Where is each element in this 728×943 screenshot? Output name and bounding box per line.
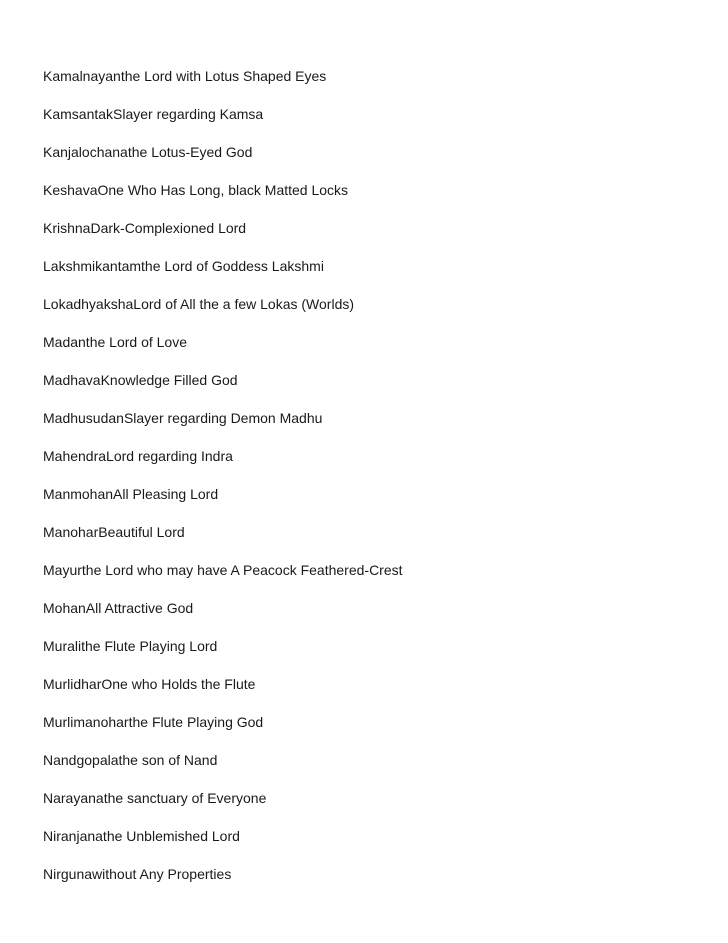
list-item: Mayurthe Lord who may have A Peacock Feathered-Crest (43, 562, 403, 578)
list-item: Nirgunawithout Any Properties (43, 866, 232, 882)
list-item: Niranjanathe Unblemished Lord (43, 828, 240, 844)
list-item: KamsantakSlayer regarding Kamsa (43, 106, 264, 122)
list-item: MohanAll Attractive God (43, 600, 194, 616)
list-item: LokadhyakshaLord of All the a few Lokas (Worlds) (43, 296, 355, 312)
list-item: KeshavaOne Who Has Long, black Matted Locks (43, 182, 349, 198)
list-item: Muralithe Flute Playing Lord (43, 638, 218, 654)
list-item: KrishnaDark-Complexioned Lord (43, 220, 247, 236)
list-item: Nandgopalathe son of Nand (43, 752, 218, 768)
list-item: MahendraLord regarding Indra (43, 448, 233, 464)
list-item: MurlidharOne who Holds the Flute (43, 676, 256, 692)
name-list (43, 67, 683, 903)
list-item: Kanjalochanathe Lotus-Eyed God (43, 144, 253, 160)
list-item: Madanthe Lord of Love (43, 334, 187, 350)
list-item: ManoharBeautiful Lord (43, 524, 185, 540)
list-item: MadhavaKnowledge Filled God (43, 372, 238, 388)
list-item: ManmohanAll Pleasing Lord (43, 486, 219, 502)
list-item: Narayanathe sanctuary of Everyone (43, 790, 267, 806)
list-item: Kamalnayanthe Lord with Lotus Shaped Eyes (43, 68, 327, 84)
list-item: MadhusudanSlayer regarding Demon Madhu (43, 410, 323, 426)
list-item: Murlimanoharthe Flute Playing God (43, 714, 264, 730)
list-item: Lakshmikantamthe Lord of Goddess Lakshmi (43, 258, 324, 274)
